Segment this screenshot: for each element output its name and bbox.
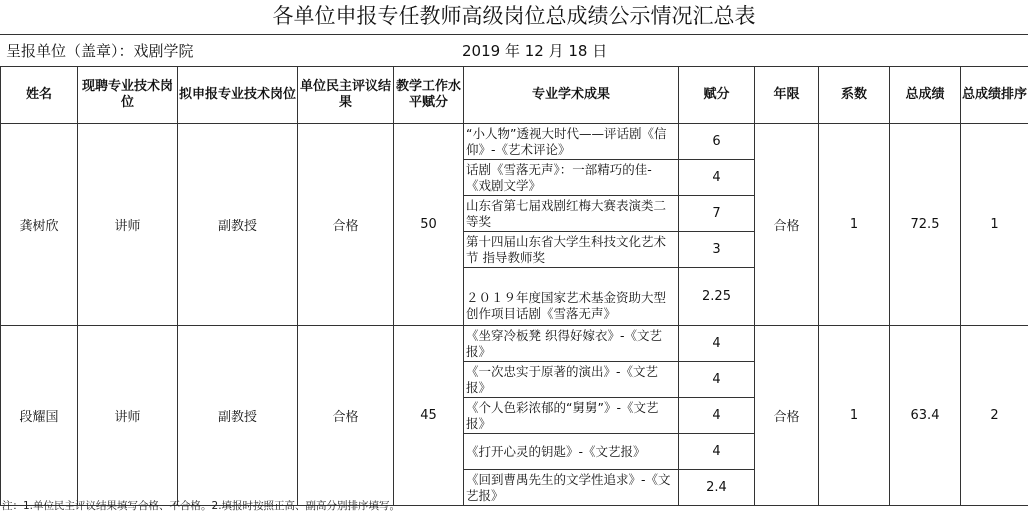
- header-coefficient: 系数: [819, 67, 890, 124]
- cell-achievement: 山东省第七届戏剧红梅大赛表演类二等奖: [464, 196, 679, 232]
- cell-points: 4: [679, 160, 755, 196]
- cell-coefficient: 1: [819, 326, 890, 506]
- cell-points: 7: [679, 196, 755, 232]
- cell-evaluation: 合格: [298, 124, 394, 326]
- cell-points: 4: [679, 398, 755, 434]
- cell-years: 合格: [755, 326, 819, 506]
- cell-points: 2.4: [679, 470, 755, 506]
- header-teaching-score: 教学工作水平赋分: [394, 67, 464, 124]
- cell-rank: 2: [961, 326, 1028, 506]
- footnote: 注：1.单位民主评议结果填写合格、不合格。2.填报时按照正高、副高分别排序填写。: [2, 500, 401, 512]
- header-current-post: 现聘专业技术岗位: [78, 67, 178, 124]
- cell-teaching-score: 45: [394, 326, 464, 506]
- cell-achievement: 第十四届山东省大学生科技文化艺术节 指导教师奖: [464, 232, 679, 268]
- cell-achievement: 《一次忠实于原著的演出》-《文艺报》: [464, 362, 679, 398]
- cell-achievement: “小人物”透视大时代——评话剧《信仰》-《艺术评论》: [464, 124, 679, 160]
- cell-applied-post: 副教授: [178, 124, 298, 326]
- table-row: [1, 124, 1028, 160]
- cell-applied-post: 副教授: [178, 326, 298, 506]
- cell-points: 2.25: [679, 268, 755, 326]
- score-summary-table: [0, 66, 1028, 506]
- table-row: [1, 326, 1028, 362]
- page-title: 各单位申报专任教师高级岗位总成绩公示情况汇总表: [0, 0, 1028, 35]
- header-evaluation: 单位民主评议结果: [298, 67, 394, 124]
- cell-evaluation: 合格: [298, 326, 394, 506]
- header-total: 总成绩: [890, 67, 961, 124]
- cell-total: 72.5: [890, 124, 961, 326]
- cell-teaching-score: 50: [394, 124, 464, 326]
- reporting-unit: 呈报单位（盖章）：戏剧学院: [6, 42, 194, 60]
- cell-name: 龚树欣: [1, 124, 78, 326]
- header-rank: 总成绩排序: [961, 67, 1028, 124]
- header-applied-post: 拟申报专业技术岗位: [178, 67, 298, 124]
- cell-achievement: 《回到曹禺先生的文学性追求》-《文艺报》: [464, 470, 679, 506]
- table-header-row: [1, 67, 1028, 124]
- header-points: 赋分: [679, 67, 755, 124]
- cell-points: 4: [679, 362, 755, 398]
- header-name: 姓名: [1, 67, 78, 124]
- cell-achievement: 《个人色彩浓郁的“舅舅”》-《文艺报》: [464, 398, 679, 434]
- cell-achievement: 《坐穿冷板凳 织得好嫁衣》-《文艺报》: [464, 326, 679, 362]
- cell-achievement: 《打开心灵的钥匙》-《文艺报》: [464, 434, 679, 470]
- cell-current-post: 讲师: [78, 326, 178, 506]
- cell-points: 4: [679, 326, 755, 362]
- report-date: 2019 年 12 月 18 日: [462, 42, 608, 60]
- cell-name: 段耀国: [1, 326, 78, 506]
- cell-points: 4: [679, 434, 755, 470]
- cell-coefficient: 1: [819, 124, 890, 326]
- header-years: 年限: [755, 67, 819, 124]
- cell-achievement: 话剧《雪落无声》：一部精巧的佳-《戏剧文学》: [464, 160, 679, 196]
- header-achievements: 专业学术成果: [464, 67, 679, 124]
- cell-points: 6: [679, 124, 755, 160]
- cell-years: 合格: [755, 124, 819, 326]
- cell-rank: 1: [961, 124, 1028, 326]
- cell-total: 63.4: [890, 326, 961, 506]
- cell-achievement: ２０１９年度国家艺术基金资助大型创作项目话剧《雪落无声》: [464, 268, 679, 326]
- cell-points: 3: [679, 232, 755, 268]
- cell-current-post: 讲师: [78, 124, 178, 326]
